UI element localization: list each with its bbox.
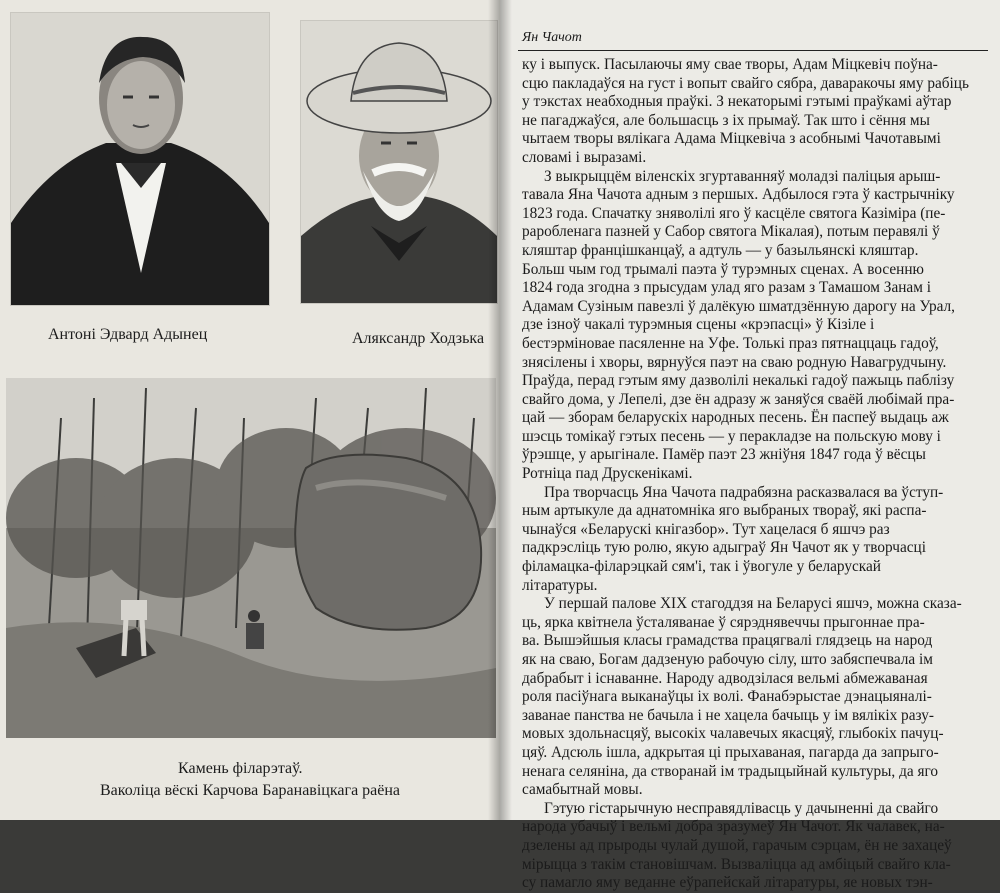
text-line: народа убачыў і вельмі добра зразумеў Ян Чачот. Як чалавек, на- — [522, 818, 945, 836]
text-line: Больш чым год трымалі паэта ў турэмных сценах. А восенню — [522, 260, 924, 278]
text-line: ўрэшце, у арыгінале. Памёр паэт 23 жніўня 1847 года ў вёсцы — [522, 446, 926, 464]
text-line: знясілены і хворы, вярнуўся паэт на сваю родную Навагрудчыну. — [522, 353, 947, 371]
text-line: мірыцца з такім становішчам. Вызваліцца ад амбіцый свайго кла- — [522, 855, 951, 873]
text-line: шэсць томікаў гэтых песень — у перакладзе на польскую мову і — [522, 427, 941, 445]
text-line: цай — зборам беларускіх народных песень. Ён паспеў выдаць аж — [522, 409, 949, 427]
text-line: словамі і выразамі. — [522, 148, 647, 166]
text-line: 1824 года згодна з прысудам улад яго разам з Тамашом Занам і — [522, 279, 931, 297]
text-line: роля пасіўнага выканаўцы іх волі. Фанабэрыстае дэнацыяналі- — [522, 688, 932, 706]
text-line: 1823 года. Спачатку зняволілі яго ў касцёле святога Казіміра (пе- — [522, 204, 946, 222]
text-line: Ротніца пад Друскенікамі. — [522, 465, 693, 483]
text-line: кляштар францішканцаў, а адтуль — у базыльянскі кляштар. — [522, 241, 919, 259]
text-line: самабытнай мовы. — [522, 781, 643, 799]
text-line: сцю пакладаўся на густ і вопыт свайго сябра, даваракочы яму рабіць — [522, 74, 969, 92]
text-line: не пагаджаўся, але большасць з іх прымаў. Так што і сёння мы — [522, 111, 930, 129]
right-page — [500, 0, 1000, 892]
text-line: дзелены ад прыроды чулай душой, гарачым сэрцам, ён не захацеў — [522, 836, 952, 854]
text-line: заванае панства не бачыла і не хацела бачыць у ім вялікіх разу- — [522, 706, 934, 724]
left-page — [0, 0, 500, 820]
text-line: ным артыкуле да аднатомніка яго выбраных твораў, які распа- — [522, 502, 927, 520]
text-line: З выкрыццём віленскіх згуртаванняў моладзі паліцыя арыш- — [544, 167, 941, 185]
text-line: літаратуры. — [522, 576, 598, 594]
text-line: бестэрміновае пасяленне на Уфе. Толькі праз пятнаццаць гадоў, — [522, 334, 939, 352]
portrait-adynets — [10, 12, 270, 306]
text-line: мовых здольнасцяў, высокіх чалавечых якасцяў, глыбокіх пачуц- — [522, 725, 944, 743]
text-line: Адамам Сузіным павезлі ў далёкую шматдзённую дарогу на Урал, — [522, 297, 956, 315]
text-line: су памагло яму веданне еўрапейскай літаратуры, яе новых тэн- — [522, 874, 933, 892]
text-line: Праўда, перад гэтым яму дазволілі некалькі гадоў пажыць паблізу — [522, 372, 955, 390]
photo-caption-line2: Ваколіца вёскі Карчова Баранавіцкага раёна — [100, 782, 401, 799]
text-line: ць, ярка квітнела ўсталяванае ў сярэднявеччы прыгоннае пра- — [522, 613, 925, 631]
text-line: падкрэсліць тую ролю, якую адыграў Ян Чачот як у творчасці — [522, 539, 926, 557]
running-head — [518, 28, 988, 51]
text-line: У першай палове XIX стагоддзя на Беларусі яшчэ, можна сказа- — [544, 595, 962, 613]
text-line: ку і выпуск. Пасылаючы яму свае творы, Адам Міцкевіч поўна- — [522, 56, 938, 73]
text-line: раробленага пазней у Сабор святога Мікалая), потым перавялі ў — [522, 223, 940, 241]
photo-caption-line1: Камень філарэтаў. — [178, 760, 303, 777]
text-line: свайго дома, у Лепелі, дзе ён адразу ж заняўся сваёй любімай пра- — [522, 390, 955, 408]
text-line: у тэкстах неабходныя праўкі. З некаторымі гэтымі праўкамі аўтар — [522, 93, 952, 111]
text-line: Гэтую гістарычную несправядлівасць у дачыненні да свайго — [544, 799, 939, 817]
book-gutter — [488, 0, 512, 820]
body-text — [522, 56, 990, 893]
text-line: Пра творчасць Яна Чачота падрабязна расказвалася ва ўступ- — [544, 483, 944, 501]
text-line: філамацка-філарэцкай сям'і, так і ўвогуле у беларускай — [522, 558, 881, 576]
philarets-stone-photo — [6, 378, 496, 738]
text-line: дабрабыт і існаванне. Народу адводзілася вельмі абмежаваная — [522, 669, 928, 687]
text-line: тавала Яна Чачота адным з першых. Адбылося гэта ў кастрычніку — [522, 186, 955, 204]
text-line: цяў. Адсюль ішла, адкрытая ці прыхаваная, пагарда да запрыгo- — [522, 743, 939, 761]
portrait-2-caption: Аляксандр Ходзька — [352, 330, 485, 347]
text-line: ва. Вышэйшыя класы грамадства працягвалі глядзець на народ — [522, 632, 933, 650]
portrait-khodzka — [300, 20, 498, 304]
text-line: чытаем творы вялікага Адама Міцкевіча з асобнымі Чачотавымі — [522, 130, 941, 148]
text-line: дзе ізноў чакалі турэмныя сцены «крэпасці» ў Кізіле і — [522, 316, 875, 334]
portrait-1-caption: Антоні Эдвард Адынец — [48, 326, 208, 343]
running-head-title: Ян Чачот — [522, 30, 582, 45]
text-line: ненага селяніна, да створанай ім традыцыйнай культуры, да яго — [522, 762, 939, 780]
text-line: чынаўся «Беларускі кнігазбор». Тут хацелася б яшчэ раз — [522, 520, 890, 538]
text-line: як на сваю, Богам дадзеную рабочую сілу, што забяспечвала ім — [522, 651, 933, 668]
